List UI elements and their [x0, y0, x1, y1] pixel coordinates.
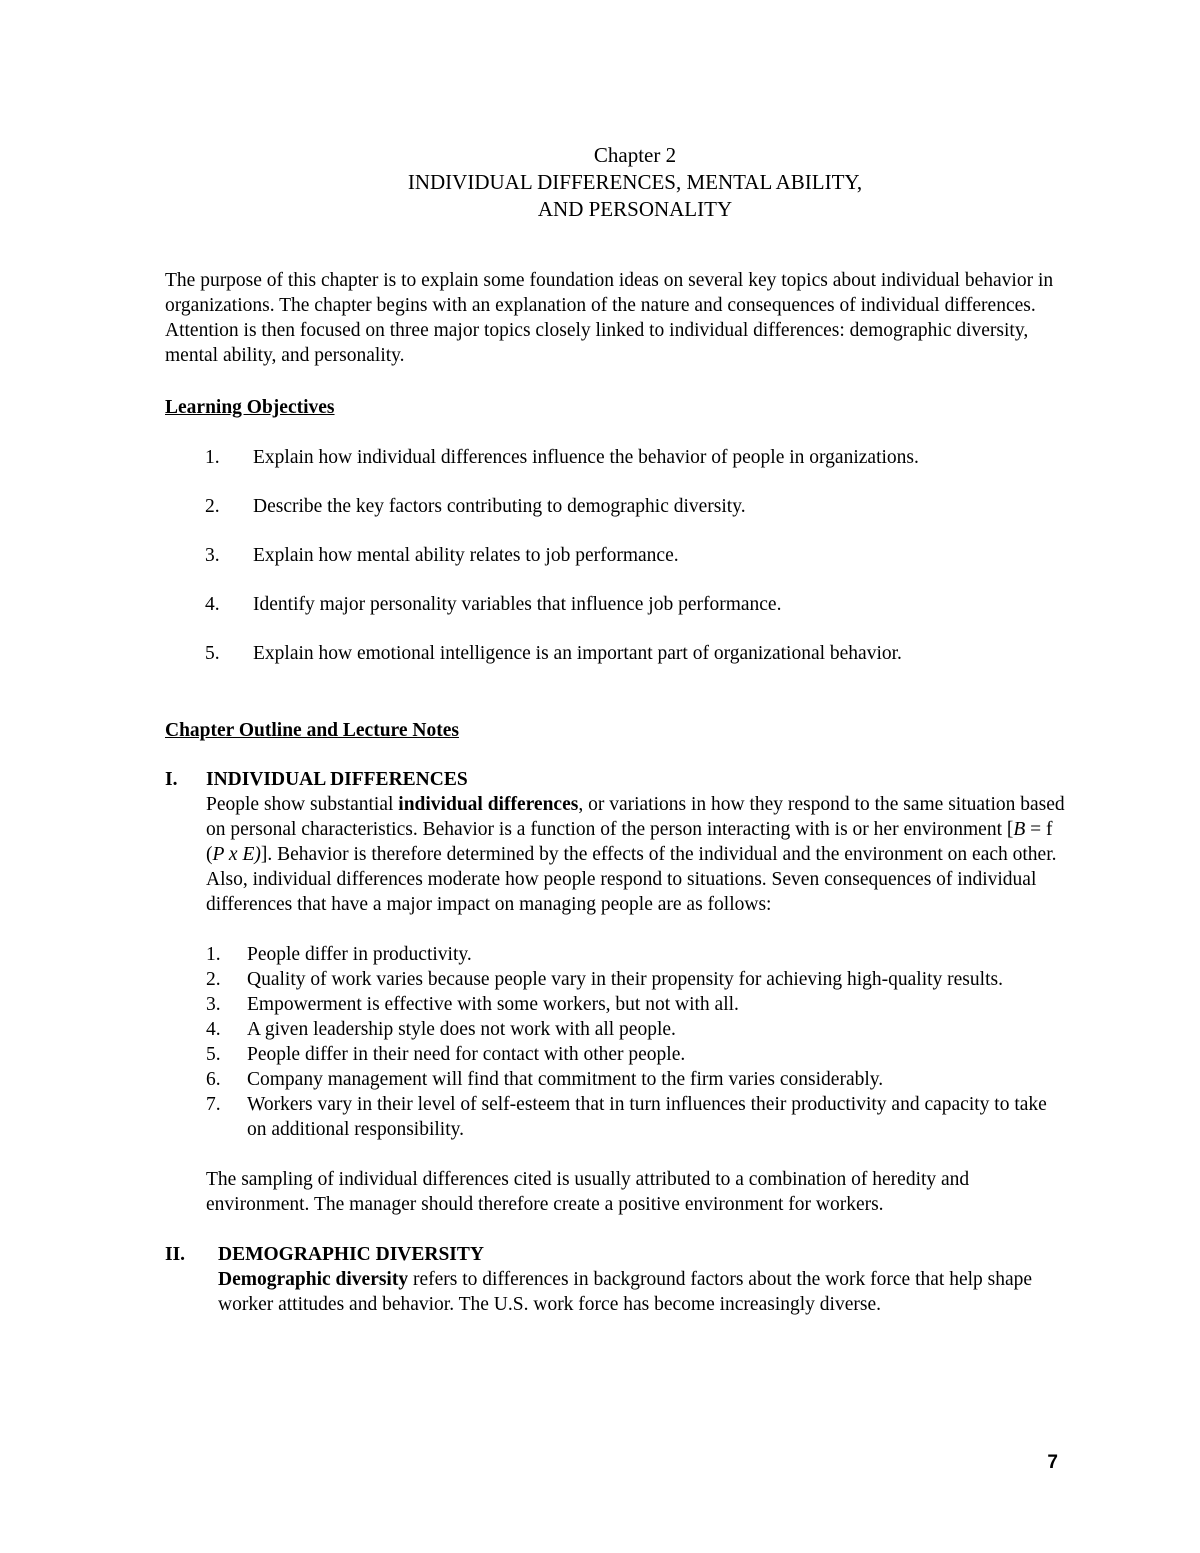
- list-number: 4.: [206, 1019, 221, 1040]
- list-item: [206, 1092, 1070, 1142]
- list-item: [206, 942, 1070, 967]
- paragraph-text: , or variations in how they respond to the same situation based on personal characteristics. Behavior is a function of the person interacting with is or her environment [: [206, 794, 1065, 840]
- key-term: individual differences: [398, 794, 579, 815]
- list-number: 3.: [206, 994, 221, 1015]
- consequences-list: [165, 942, 1070, 1142]
- learning-objectives-list: [165, 445, 1070, 666]
- chapter-number: Chapter 2: [593, 143, 677, 167]
- section-title: INDIVIDUAL DIFFERENCES: [206, 769, 468, 790]
- list-text: Company management will find that commitment to the firm varies considerably.: [247, 1069, 884, 1090]
- formula-text: = f (: [206, 819, 1053, 865]
- list-number: 6.: [206, 1069, 221, 1090]
- objective-item: [165, 592, 1070, 617]
- section-paragraph: [165, 792, 1070, 917]
- objective-item: [165, 494, 1070, 519]
- section-title: DEMOGRAPHIC DIVERSITY: [218, 1244, 484, 1265]
- objective-number: 5.: [205, 643, 220, 664]
- objective-item: [165, 445, 1070, 470]
- list-number: 1.: [206, 944, 221, 965]
- list-item: [206, 992, 1070, 1017]
- page-number: 7: [1047, 1452, 1058, 1473]
- formula-variable: B: [1013, 819, 1026, 840]
- list-number: 7.: [206, 1094, 221, 1115]
- objective-text: Explain how emotional intelligence is an important part of organizational behavior.: [253, 643, 902, 664]
- list-item: [206, 1042, 1070, 1067]
- list-text: Quality of work varies because people vary in their propensity for achieving high-quality results.: [247, 969, 1003, 990]
- chapter-header: [200, 142, 1070, 223]
- objective-item: [165, 641, 1070, 666]
- objective-text: Describe the key factors contributing to demographic diversity.: [253, 496, 746, 517]
- learning-objectives-heading: Learning Objectives: [165, 397, 335, 418]
- section-demographic-diversity: [165, 1242, 1070, 1317]
- list-text: People differ in their need for contact with other people.: [247, 1044, 686, 1065]
- chapter-title-line-1: INDIVIDUAL DIFFERENCES, MENTAL ABILITY,: [407, 170, 863, 194]
- paragraph-text: People show substantial: [206, 794, 399, 815]
- key-term: Demographic diversity: [218, 1269, 409, 1290]
- list-item: [206, 1067, 1070, 1092]
- objective-text: Explain how individual differences influence the behavior of people in organizations.: [253, 447, 919, 468]
- paragraph-text: . Behavior is therefore determined by the effects of the individual and the environment on each other. Also, individual differences moderate how people respond to situations. Seven consequences of individual differences that have a major impact on managing people are as follows:: [206, 844, 1057, 915]
- list-text: People differ in productivity.: [247, 944, 472, 965]
- list-number: 5.: [206, 1044, 221, 1065]
- objective-item: [165, 543, 1070, 568]
- objective-number: 3.: [205, 545, 220, 566]
- section-heading-individual-differences: [165, 767, 1070, 792]
- section-numeral: I.: [165, 769, 178, 790]
- list-number: 2.: [206, 969, 221, 990]
- section-heading-demographic-diversity: [165, 1242, 1070, 1267]
- list-text: Workers vary in their level of self-esteem that in turn influences their productivity and capacity to take on additional responsibility.: [247, 1094, 1047, 1140]
- objective-text: Explain how mental ability relates to job performance.: [253, 545, 679, 566]
- list-item: [206, 1017, 1070, 1042]
- list-text: Empowerment is effective with some workers, but not with all.: [247, 994, 739, 1015]
- objective-text: Identify major personality variables that influence job performance.: [253, 594, 782, 615]
- list-item: [206, 967, 1070, 992]
- objective-number: 2.: [205, 496, 220, 517]
- intro-paragraph: The purpose of this chapter is to explain some foundation ideas on several key topics about individual behavior in organizations. The chapter begins with an explanation of the nature and consequences of individual differences. Attention is then focused on three major topics closely linked to individual differences: demographic diversity, mental ability, and personality.: [165, 270, 1054, 366]
- objective-number: 4.: [205, 594, 220, 615]
- formula-variable: P x E): [212, 844, 261, 865]
- closing-paragraph: The sampling of individual differences cited is usually attributed to a combination of heredity and environment. The manager should therefore create a positive environment for workers.: [206, 1169, 970, 1215]
- formula-text: ]: [260, 844, 268, 865]
- paragraph-text: refers to differences in background factors about the work force that help shape worker attitudes and behavior. The U.S. work force has become increasingly diverse.: [218, 1269, 1033, 1315]
- chapter-outline-heading: Chapter Outline and Lecture Notes: [165, 720, 459, 741]
- chapter-title-line-2: AND PERSONALITY: [537, 197, 733, 221]
- objective-number: 1.: [205, 447, 220, 468]
- section-paragraph: [165, 1267, 1070, 1317]
- list-text: A given leadership style does not work with all people.: [247, 1019, 676, 1040]
- section-numeral: II.: [165, 1244, 186, 1265]
